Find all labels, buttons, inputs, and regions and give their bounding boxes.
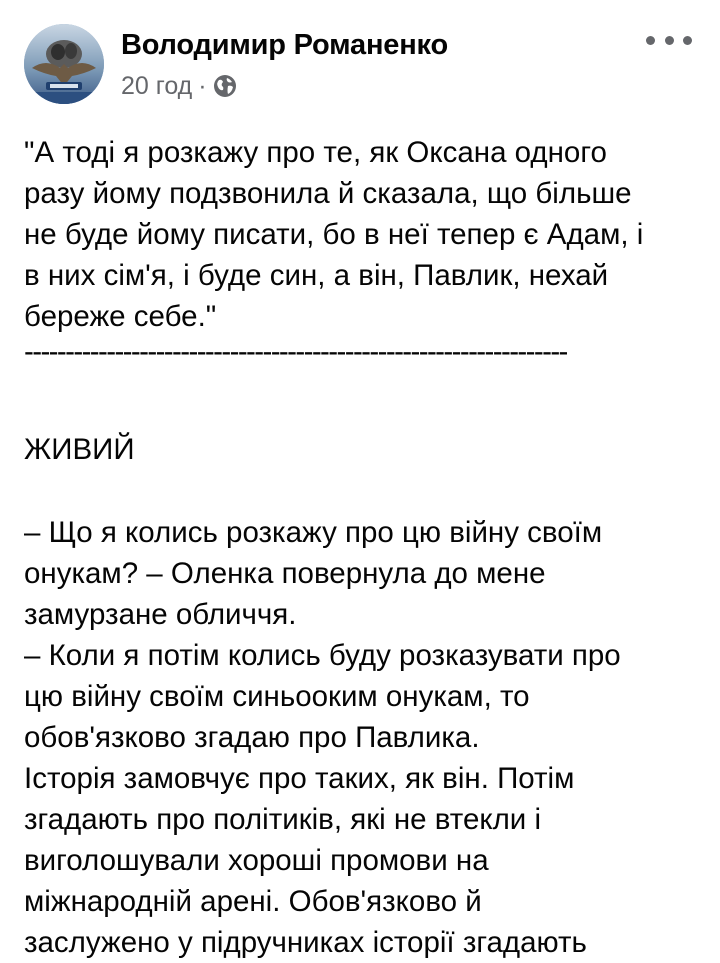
author-name[interactable]: Володимир Романенко — [121, 29, 448, 61]
text-line: – Що я колись розкажу про цю війну своїм — [24, 516, 603, 549]
text-line: замурзане обличчя. — [24, 598, 297, 631]
author-avatar[interactable] — [24, 24, 104, 104]
text-line: онукам? – Оленка повернула до мене — [24, 557, 546, 590]
more-dot-icon — [665, 36, 674, 45]
post-text — [24, 132, 704, 963]
text-line: цю війну своїм синьооким онукам, то — [24, 680, 530, 713]
avatar-image — [24, 24, 104, 104]
post-header — [0, 0, 720, 120]
text-line: в них сім'я, і буде син, а він, Павлик, нехай — [24, 259, 609, 292]
more-options-button[interactable] — [646, 30, 692, 50]
text-line: разу йому подзвонила й сказала, що більше — [24, 177, 632, 210]
more-dot-icon — [683, 36, 692, 45]
text-line: виголошували хороші промови на — [24, 844, 489, 877]
post-meta — [121, 70, 237, 102]
text-line: обов'язково згадаю про Павлика. — [24, 721, 480, 754]
divider-line: ------------------------------------------------------------------ — [24, 335, 567, 368]
section-title: ЖИВИЙ — [24, 433, 135, 466]
meta-separator: · — [198, 71, 207, 100]
text-line: згадають про політиків, які не втекли і — [24, 803, 542, 836]
text-line: не буде йому писати, бо в неї тепер є Адам, і — [24, 218, 644, 251]
text-line: міжнародній арені. Обов'язково й — [24, 885, 482, 918]
blank-line — [24, 470, 704, 512]
globe-icon — [213, 74, 237, 98]
text-line: заслужено у підручниках історії згадають — [24, 926, 587, 959]
text-line: Історія замовчує про таких, як він. Потім — [24, 762, 575, 795]
text-line: береже себе." — [24, 300, 217, 333]
post-time[interactable]: 20 год — [121, 71, 193, 100]
text-line: "А тоді я розкажу про те, як Оксана одного — [24, 136, 607, 169]
text-line: – Коли я потім колись буду розказувати про — [24, 639, 621, 672]
blank-line — [24, 367, 704, 429]
more-dot-icon — [646, 36, 655, 45]
